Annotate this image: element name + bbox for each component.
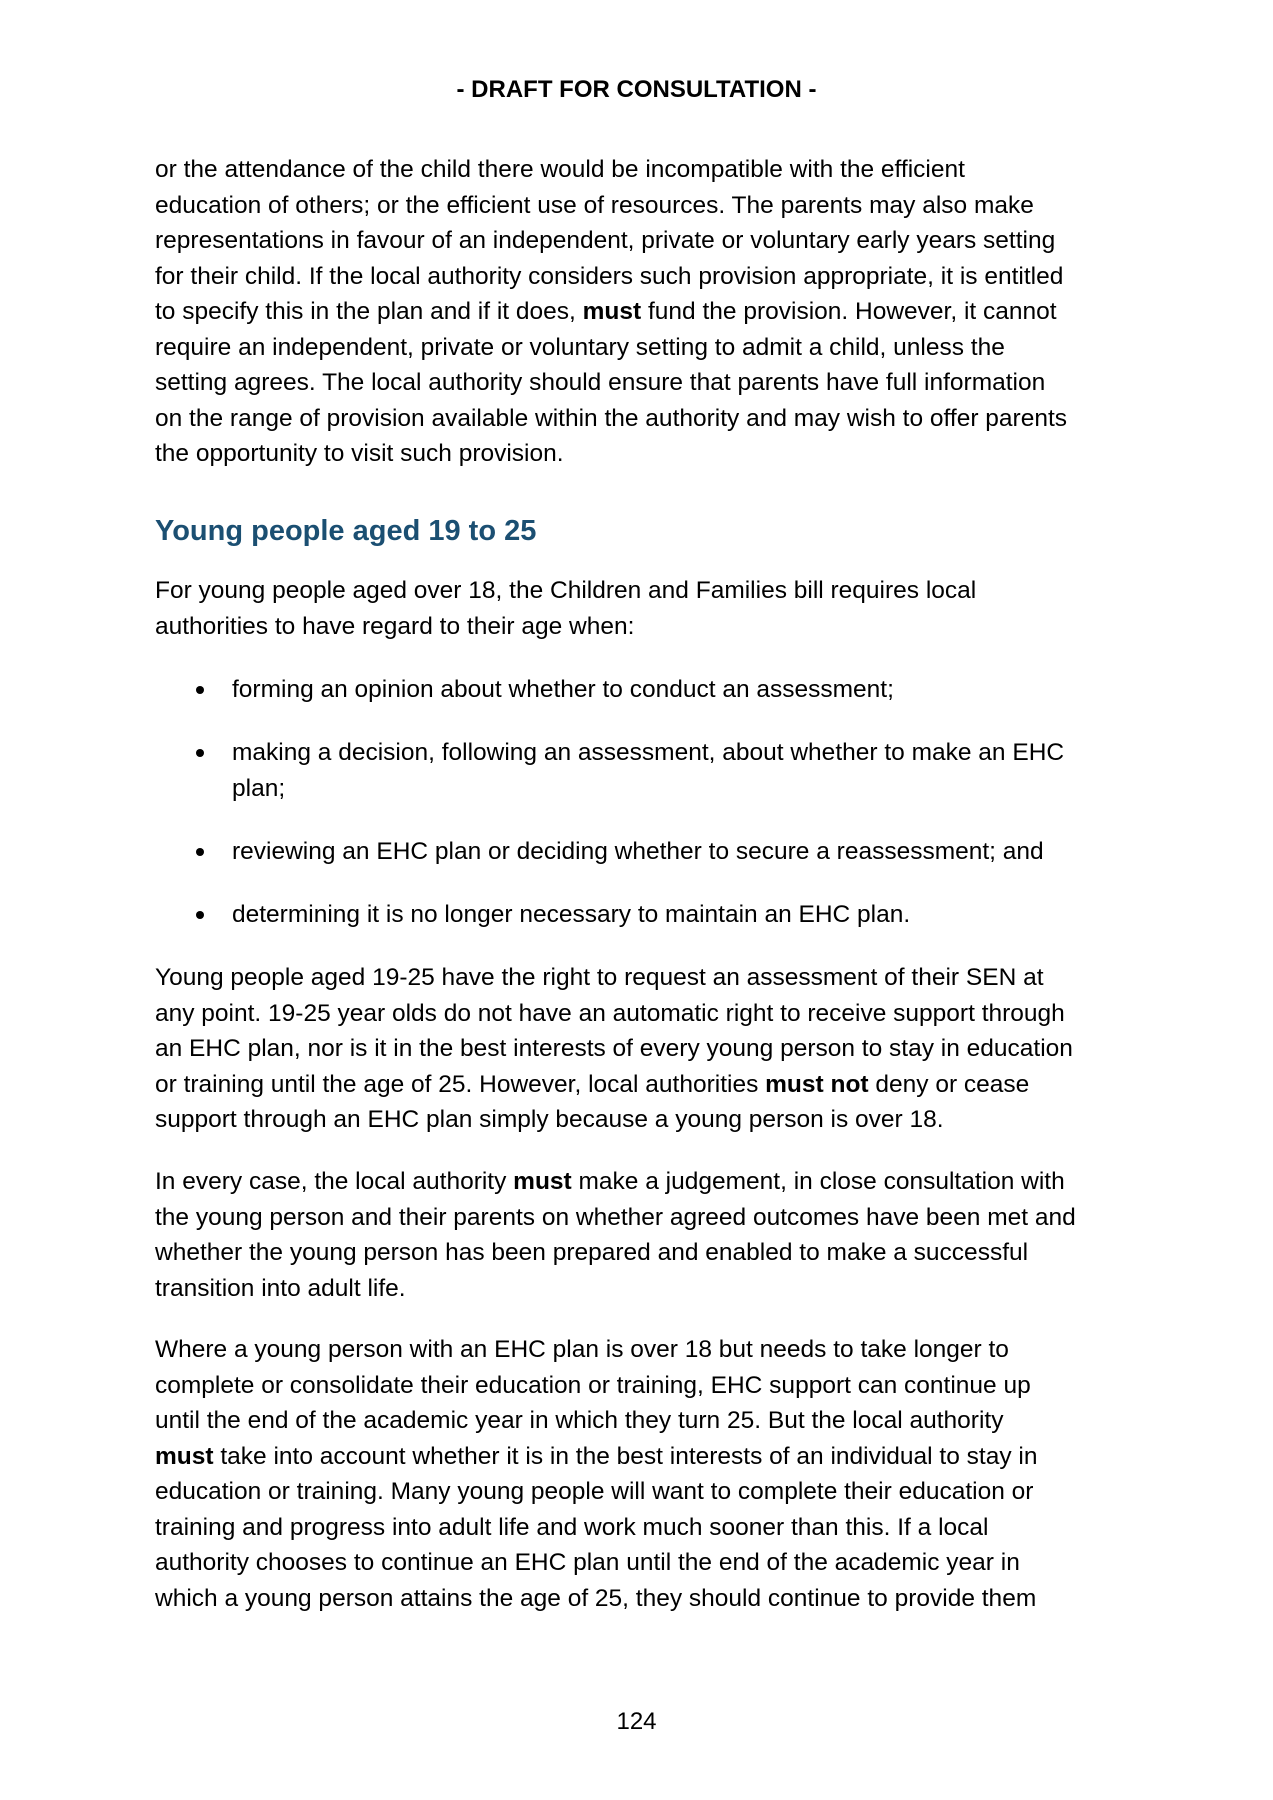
- list-item-text: forming an opinion about whether to conduct an assessment;: [232, 676, 894, 703]
- text-line: education of others; or the efficient use of resources. The parents may also make: [155, 191, 1034, 219]
- text-line: for their child. If the local authority considers such provision appropriate, it is entitled: [155, 262, 1064, 290]
- text-line: authorities to have regard to their age when:: [155, 612, 635, 640]
- text-line: require an independent, private or voluntary setting to admit a child, unless the: [155, 333, 1005, 361]
- text-line: on the range of provision available within the authority and may wish to offer parents: [155, 404, 1068, 432]
- text-line: complete or consolidate their education or training, EHC support can continue up: [155, 1371, 1031, 1399]
- bullet-icon: [196, 749, 204, 757]
- text-line: [155, 297, 1057, 327]
- text-line: support through an EHC plan simply because a young person is over 18.: [155, 1106, 944, 1133]
- text-line: or the attendance of the child there would be incompatible with the efficient: [155, 156, 965, 183]
- text-segment: to specify this in the plan and if it does,: [155, 298, 583, 325]
- bold-emphasis: must: [582, 298, 642, 325]
- text-line: the opportunity to visit such provision.: [155, 440, 564, 467]
- text-segment: take into account whether it is in the best interests of an individual to stay in: [213, 1442, 1038, 1470]
- bold-emphasis: must: [155, 1442, 214, 1470]
- text-segment: make a judgement, in close consultation with: [571, 1168, 1065, 1195]
- text-line: training and progress into adult life and work much sooner than this. If a local: [155, 1513, 989, 1541]
- text-line: For young people aged over 18, the Children and Families bill requires local: [155, 577, 977, 604]
- text-segment: deny or cease: [868, 1070, 1030, 1098]
- text-line: Where a young person with an EHC plan is over 18 but needs to take longer to: [155, 1336, 1009, 1363]
- text-line: which a young person attains the age of 25, they should continue to provide them: [155, 1584, 1037, 1612]
- text-line: authority chooses to continue an EHC plan until the end of the academic year in: [155, 1549, 1020, 1576]
- text-line: representations in favour of an independent, private or voluntary early years setting: [155, 227, 1056, 254]
- bold-emphasis: must not: [765, 1070, 869, 1098]
- text-line: the young person and their parents on whether agreed outcomes have been met and: [155, 1203, 1076, 1231]
- text-line: setting agrees. The local authority should ensure that parents have full information: [155, 369, 1046, 396]
- list-item-text: determining it is no longer necessary to maintain an EHC plan.: [232, 901, 911, 928]
- list-item-text: reviewing an EHC plan or deciding whether to secure a reassessment; and: [232, 838, 1044, 865]
- text-segment: In every case, the local authority: [155, 1168, 514, 1195]
- bold-emphasis: must: [513, 1168, 572, 1195]
- list-item-text: making a decision, following an assessment, about whether to make an EHC: [232, 739, 1065, 766]
- text-line: transition into adult life.: [155, 1274, 406, 1302]
- text-line: [155, 1070, 1029, 1100]
- draft-header: - DRAFT FOR CONSULTATION -: [456, 76, 817, 103]
- page-number: 124: [616, 1708, 657, 1735]
- bullet-icon: [196, 848, 204, 856]
- text-segment: or training until the age of 25. However, local authorities: [155, 1070, 766, 1098]
- bullet-icon: [196, 911, 204, 919]
- bullet-icon: [196, 686, 204, 694]
- text-line: any point. 19-25 year olds do not have an automatic right to receive support through: [155, 999, 1065, 1027]
- section-heading: Young people aged 19 to 25: [155, 515, 537, 547]
- list-item-text: plan;: [232, 774, 286, 802]
- text-line: education or training. Many young people will want to complete their education or: [155, 1478, 1034, 1505]
- text-line: whether the young person has been prepared and enabled to make a successful: [155, 1239, 1029, 1266]
- text-line: [155, 1442, 1037, 1472]
- text-segment: fund the provision. However, it cannot: [641, 298, 1057, 325]
- text-line: an EHC plan, nor is it in the best interests of every young person to stay in education: [155, 1035, 1073, 1062]
- text-line: until the end of the academic year in which they turn 25. But the local authority: [155, 1407, 1004, 1434]
- text-line: [155, 1167, 1065, 1197]
- text-line: Young people aged 19-25 have the right to request an assessment of their SEN at: [155, 964, 1044, 991]
